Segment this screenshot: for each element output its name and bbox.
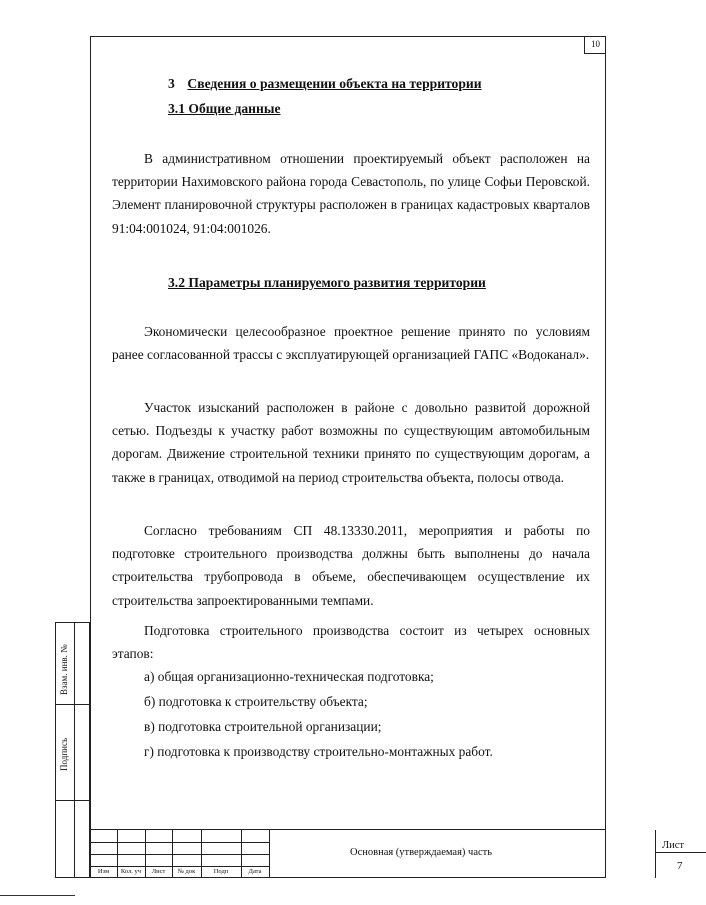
sheet-number: 7: [677, 860, 683, 872]
stamp-col-label: Дата: [248, 868, 262, 875]
side-label-signature: Подпись: [59, 737, 69, 771]
stamp-col-label: № док: [177, 868, 196, 875]
side-strip: [55, 622, 90, 878]
section-number: 3: [168, 76, 175, 91]
subsection-1-title: 3.1 Общие данные: [168, 101, 281, 116]
paragraph-3: Согласно требованиям СП 48.13330.2011, мероприятия и работы по подготовке строительного производства должны быть выполнены до начала строительства трубопровода в объеме, обеспечивающем осуществление их строительства запроектированными темпами.: [112, 523, 590, 608]
paragraph-1: Экономически целесообразное проектное решение принято по условиям ранее согласованной трассы с эксплуатирующей организацией ГАПС «Водоканал».: [112, 324, 590, 363]
title-block: [90, 829, 684, 878]
stamp-col-label: Лист: [151, 868, 166, 875]
section-title: Сведения о размещении объекта на территории: [187, 76, 482, 91]
scan-edge-line: [0, 895, 75, 896]
stamp-col-label: Изм: [97, 868, 110, 875]
section-heading: [168, 76, 482, 92]
side-label-inventory: Взам. инв. №: [59, 644, 69, 695]
stamp-col-label: Подп: [213, 868, 229, 875]
subsection-2-title: 3.2 Параметры планируемого развития территории: [168, 275, 486, 290]
subsection-1-paragraph: В административном отношении проектируемый объект расположен на территории Нахимовского района города Севастополь, по улице Софьи Перовской. Элемент планировочной структуры расположен в границах кадастровых кварталов 91:04:001024, 91:04:001026.: [112, 151, 590, 236]
sheet-label: Лист: [662, 840, 684, 851]
list-item: в) подготовка строительной организации;: [144, 719, 382, 734]
paragraph-4: Подготовка строительного производства состоит из четырех основных этапов:: [112, 623, 590, 662]
page-number: 10: [584, 36, 606, 54]
stamp-col-label: Кол. уч: [120, 868, 142, 875]
paragraph-2: Участок изысканий расположен в районе с довольно развитой дорожной сетью. Подъезды к участку работ возможны по существующим автомобильным дорогам. Движение строительной техники принято по существующим дорогам, а также в границах, отводимой на период строительства объекта, полосы отвода.: [112, 400, 590, 485]
list-item: б) подготовка к строительству объекта;: [144, 694, 368, 709]
list-item: а) общая организационно-техническая подготовка;: [144, 669, 434, 684]
list-item: г) подготовка к производству строительно-монтажных работ.: [144, 744, 493, 759]
document-part-title: Основная (утверждаемая) часть: [350, 847, 493, 858]
